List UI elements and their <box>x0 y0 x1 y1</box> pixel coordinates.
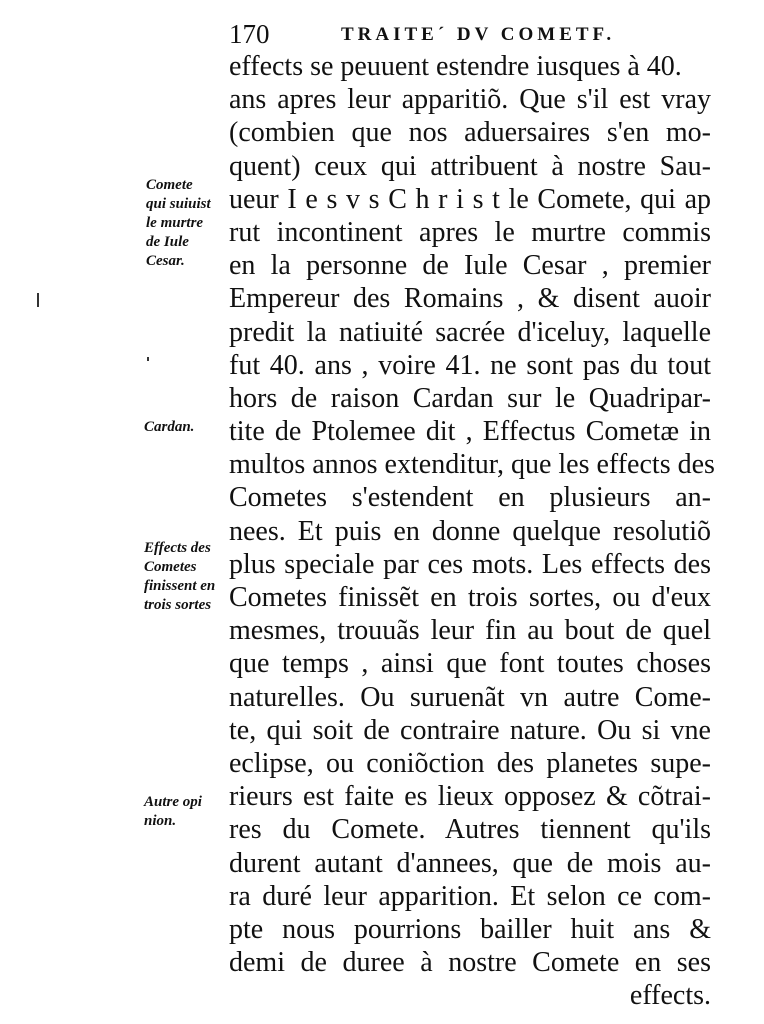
margin-note-autre: Autre opi nion. <box>144 794 202 829</box>
text-line: predit la natiuité sacrée d'iceluy, laquelle <box>229 316 711 348</box>
margin-note-effects: Effects des Cometes finissent en trois sortes <box>144 540 216 613</box>
text-line: eclipse, ou coniõction des planetes supe- <box>229 747 711 779</box>
text-line: fut 40. ans , voire 41. ne sont pas du tout <box>229 349 711 381</box>
page-number: 170 <box>229 19 270 49</box>
text-line: hors de raison Cardan sur le Quadripar- <box>229 382 711 414</box>
margin-note-cardan: Cardan. <box>144 419 195 435</box>
text-line: rut incontinent apres le murtre commis <box>229 216 711 248</box>
text-line: ans apres leur apparitiõ. Que s'il est vray <box>229 84 711 116</box>
text-line: pte nous pourrions bailler huit ans & <box>229 913 711 945</box>
text-line: (combien que nos aduersaires s'en mo- <box>229 117 711 149</box>
text-line: effects se peuuent estendre iusques à 40. <box>229 51 682 82</box>
text-line: Cometes s'estendent en plusieurs an- <box>229 482 711 514</box>
text-line: en la personne de Iule Cesar , premier <box>229 250 711 282</box>
text-line: que temps , ainsi que font toutes choses <box>229 648 711 680</box>
text-line: naturelles. Ou suruenãt vn autre Come- <box>229 681 711 713</box>
ink-speck <box>147 357 149 361</box>
text-line: nees. Et puis en donne quelque resolutiõ <box>229 515 711 547</box>
text-line: mesmes, trouuãs leur fin au bout de quel <box>229 615 711 647</box>
text-line: plus speciale par ces mots. Les effects des <box>229 548 711 580</box>
ink-speck <box>37 293 39 307</box>
text-line: durent autant d'annees, que de mois au- <box>229 847 711 879</box>
body-text <box>229 50 715 1012</box>
text-line: rieurs est faite es lieux opposez & cõtrai- <box>229 781 711 813</box>
text-line: Cometes finissẽt en trois sortes, ou d'eux <box>229 582 711 613</box>
text-line: ra duré leur apparition. Et selon ce com- <box>229 880 711 912</box>
text-line: effects. <box>629 980 711 1012</box>
text-line: Empereur des Romains , & disent auoir <box>229 283 711 315</box>
text-line: multos annos extenditur, que les effects des <box>229 449 715 481</box>
text-line: res du Comete. Autres tiennent qu'ils <box>229 814 711 846</box>
text-line: te, qui soit de contraire nature. Ou si vne <box>229 714 711 746</box>
text-line: quent) ceux qui attribuent à nostre Sau- <box>229 150 711 182</box>
page-header <box>229 18 689 50</box>
margin-note-comete: Comete qui suiuist le murtre de Iule Cesar. <box>146 177 211 269</box>
text-line: demi de duree à nostre Comete en ses <box>229 947 711 979</box>
text-line: ueur I e s v s C h r i s t le Comete, qui ap <box>229 183 711 215</box>
running-head: TRAITE´ DV COMETF. <box>341 24 616 45</box>
text-line: tite de Ptolemee dit , Effectus Cometæ in <box>229 416 711 448</box>
